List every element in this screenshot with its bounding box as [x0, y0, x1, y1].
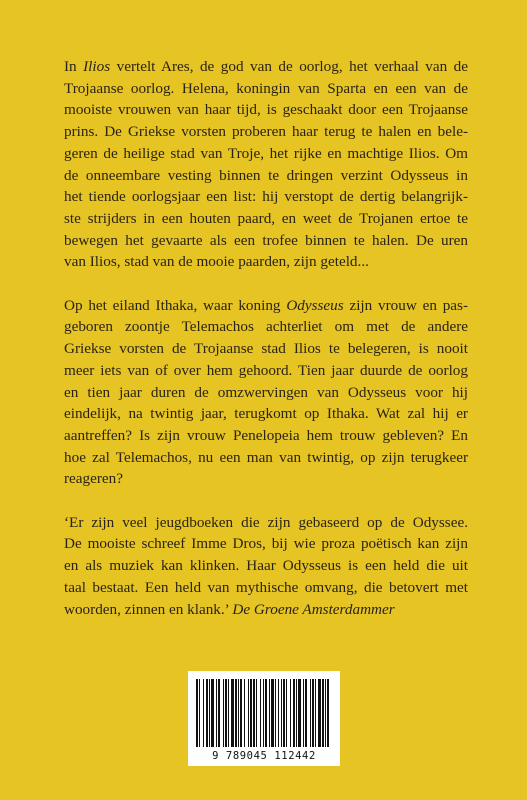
barcode-bar — [228, 679, 229, 747]
barcode-bar — [315, 679, 316, 747]
barcode-bars — [194, 679, 334, 747]
synopsis-odysseus — [64, 295, 468, 490]
barcode-bar — [283, 679, 285, 747]
barcode-bar — [225, 679, 227, 747]
barcode-bar — [263, 679, 264, 747]
text-line: prins. De Griekse vorsten proberen haar terug te halen en bele- — [64, 123, 468, 141]
text-line: geboren zoontje Telemachos achterliet om met de andere — [64, 318, 468, 336]
barcode-bar — [298, 679, 301, 747]
text-line: ste strijders in een houten paard, en weet de Trojanen ertoe te — [64, 209, 468, 227]
barcode-bar — [256, 679, 257, 747]
barcode-bar — [260, 679, 261, 747]
text-line: reageren? — [64, 470, 124, 488]
barcode-bar — [206, 679, 208, 747]
text-run: zijn vrouw en pas- — [343, 296, 468, 314]
text-line: het tiende oorlogsjaar een list: hij verstopt de dertig belangrijk- — [64, 188, 468, 206]
barcode-bar — [293, 679, 295, 747]
barcode-bar — [223, 679, 224, 747]
barcode-bar — [271, 679, 274, 747]
barcode-bar — [286, 679, 287, 747]
barcode-bar — [211, 679, 214, 747]
barcode-bar — [218, 679, 220, 747]
text-line: Griekse vorsten de Trojaanse stad Ilios te belegeren, is nooit — [64, 340, 468, 358]
text-run: In — [64, 58, 84, 75]
barcode-bar — [310, 679, 311, 747]
text-line — [64, 599, 468, 621]
blurb-text — [64, 56, 468, 642]
barcode-bar — [290, 679, 291, 747]
barcode-bar — [216, 679, 217, 747]
barcode-bar — [203, 679, 204, 747]
text-line: meer iets van of over hem gehoord. Tien jaar duurde de oorlog — [64, 361, 468, 379]
barcode-bar — [244, 679, 245, 747]
barcode-bar — [275, 679, 276, 747]
barcode-bar — [238, 679, 239, 747]
barcode-bar — [240, 679, 242, 747]
text-line: en tien jaar duren de omzwervingen van Odysseus voor hij — [64, 383, 468, 401]
isbn-number: 9 789045 112442 — [212, 750, 316, 762]
quote-source: De Groene Amsterdammer — [232, 600, 395, 618]
barcode-bar — [325, 679, 326, 747]
barcode-bar — [318, 679, 321, 747]
barcode-bar — [269, 679, 270, 747]
barcode-bar — [281, 679, 282, 747]
text-line: de onneembare vesting binnen te dringen verzint Odysseus in — [64, 166, 468, 184]
barcode-bar — [231, 679, 234, 747]
text-run: Op het eiland Ithaka, waar koning — [64, 296, 287, 314]
barcode-bar — [322, 679, 324, 747]
barcode-bar — [305, 679, 307, 747]
text-line: bewegen het gevaarte als een trofee binnen te halen. De uren — [64, 231, 468, 249]
barcode-bar — [327, 679, 329, 747]
text-line: De mooiste schreef Imme Dros, bij wie proza poëtisch kan zijn — [64, 535, 468, 553]
text-line — [64, 56, 468, 78]
text-line: van Ilios, stad van de mooie paarden, zijn geteld... — [64, 253, 369, 271]
text-line: ‘Er zijn veel jeugdboeken die zijn gebaseerd op de Odyssee. — [64, 513, 468, 531]
review-quote — [64, 512, 468, 621]
text-line: hoe zal Telemachos, nu een man van twintig, op zijn terugkeer — [64, 448, 468, 466]
barcode-bar — [303, 679, 304, 747]
title-odysseus: Odysseus — [286, 296, 344, 314]
text-run: woorden, zinnen en klank.’ — [64, 600, 233, 618]
text-run: vertelt Ares, de god van de oorlog, het verhaal van de — [110, 58, 468, 75]
barcode-bar — [250, 679, 252, 747]
text-line: mooiste vrouwen van haar tijd, is geschaakt door een Trojaanse — [64, 101, 468, 119]
barcode-bar — [196, 679, 198, 747]
text-line: taal bestaat. Een held van mythische omvang, die betovert met — [64, 578, 468, 596]
barcode-bar — [265, 679, 267, 747]
barcode-bar — [278, 679, 279, 747]
barcode-bar — [209, 679, 210, 747]
text-line: geren de heilige stad van Troje, het rijke en machtige Ilios. Om — [64, 144, 468, 162]
text-line: en als muziek kan klinken. Haar Odysseus is een held die uit — [64, 557, 468, 575]
isbn-barcode — [188, 671, 340, 766]
text-line — [64, 295, 468, 317]
text-line: aantreffen? Is zijn vrouw Penelopeia hem trouw gebleven? En — [64, 426, 468, 444]
barcode-bar — [312, 679, 314, 747]
barcode-bar — [199, 679, 200, 747]
barcode-bar — [253, 679, 255, 747]
title-ilios: Ilios — [83, 58, 111, 75]
text-line: Trojaanse oorlog. Helena, koningin van Sparta en een van de — [64, 79, 468, 97]
barcode-bar — [296, 679, 297, 747]
barcode-bar — [248, 679, 249, 747]
synopsis-ilios — [64, 56, 468, 273]
text-line: eindelijk, na twintig jaar, terugkomt op Ithaka. Wat zal hij er — [64, 405, 468, 423]
barcode-bar — [235, 679, 237, 747]
